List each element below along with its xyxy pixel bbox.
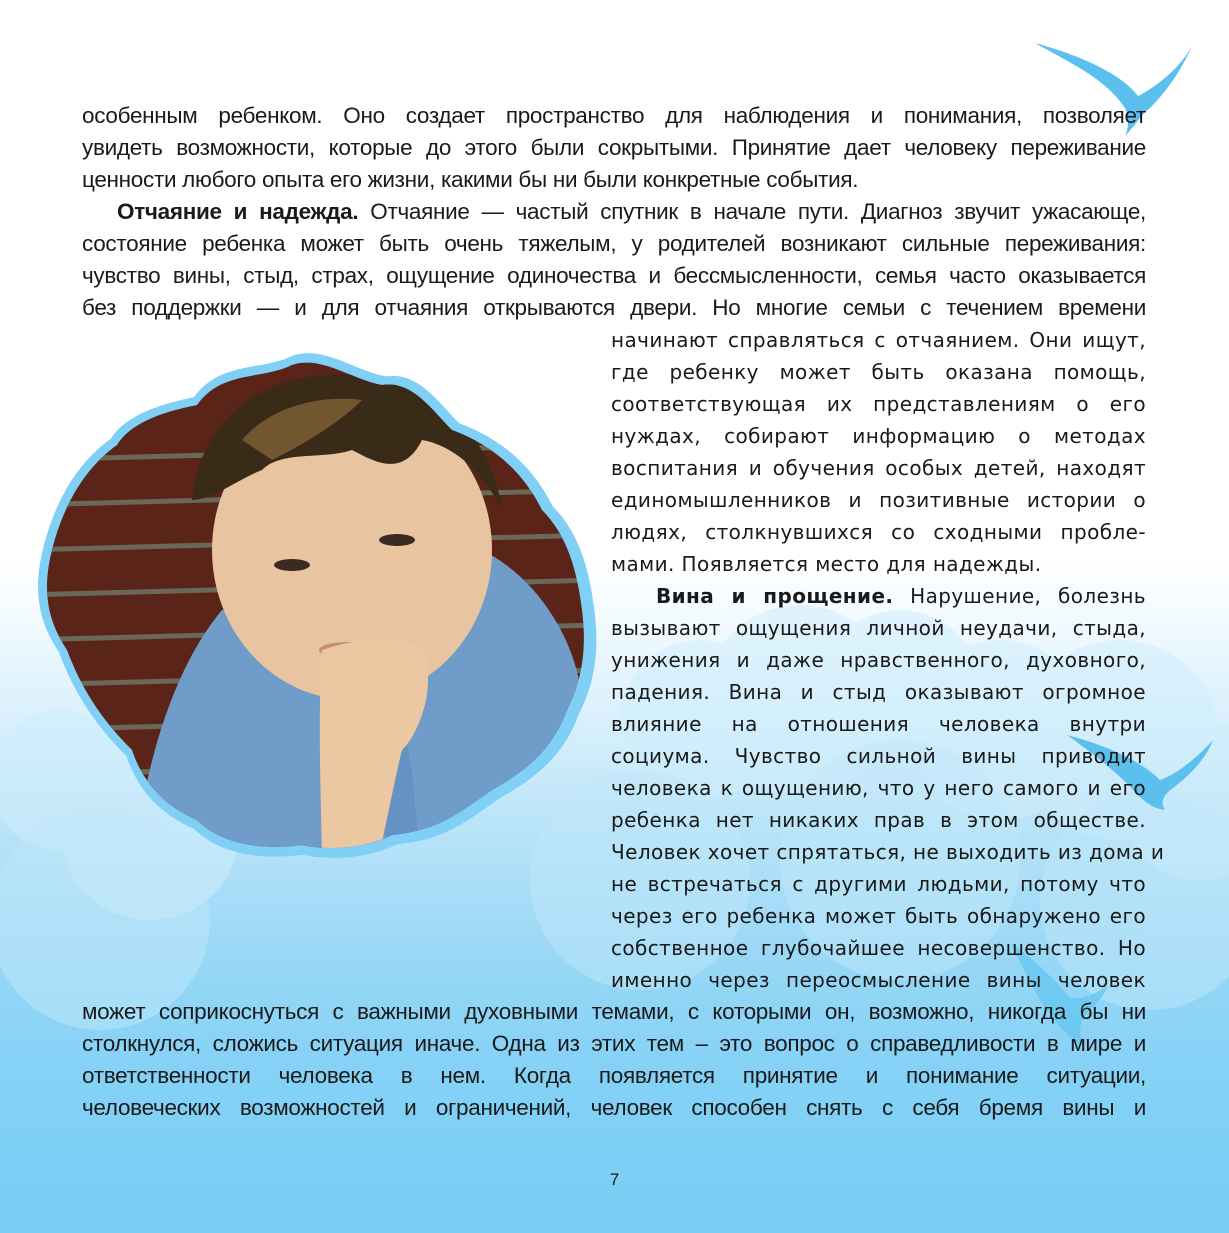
text-line: единомышленников и позитивные истории о [611,488,1146,512]
text-line: мами. Появляется место для надежды. [611,552,1042,576]
text-line: влияние на отношения человека внутри [611,712,1146,736]
section-heading-despair: Отчаяние и надежда. [117,199,359,224]
text-line: воспитания и обучения особых детей, находят [611,456,1146,480]
text-line: человека к ощущению, что у него самого и его [611,776,1146,800]
text-line: ребенка нет никаких прав в этом обществе. [611,808,1146,832]
text-line: чувство вины, стыд, страх, ощущение одиночества и бессмысленности, семья часто оказывается [82,263,1146,288]
text-line: падения. Вина и стыд оказывают огромное [611,680,1146,704]
page-number: 7 [609,1170,620,1189]
text-line: вызывают ощущения личной неудачи, стыда, [611,616,1146,640]
text-line: соответствующая их представлениям о его [611,392,1146,416]
text-line: унижения и даже нравственного, духовного, [611,648,1146,672]
boy-leaning-on-hand-photo [22,350,597,880]
text-span: Нарушение, болезнь [893,584,1146,608]
text-line: столкнулся, сложись ситуация иначе. Одна из этих тем – это вопрос о справедливости в мире и [82,1031,1146,1056]
text-line: начинают справляться с отчаянием. Они ищут, [611,328,1146,352]
section-first-line [611,580,1146,612]
text-line: где ребенку может быть оказана помощь, [611,360,1146,384]
text-span: Отчаяние — частый спутник в начале пути. Диагноз звучит ужасающе, [358,199,1146,224]
text-line: без поддержки — и для отчаяния открываются двери. Но многие семьи с течением времени [82,295,1146,320]
text-line: состояние ребенка может быть очень тяжелым, у родителей возникают сильные переживания: [82,231,1146,256]
section-first-line [82,196,1146,228]
text-line: может соприкоснуться с важными духовными темами, с которыми он, возможно, никогда бы ни [82,999,1146,1024]
text-line: особенным ребенком. Оно создает пространство для наблюдения и понимания, позволяет [82,103,1146,128]
text-line: человеческих возможностей и ограничений, человек способен снять с себя бремя вины и [82,1095,1146,1120]
text-line: собственное глубочайшее несовершенство. Но [611,936,1146,960]
text-line: ответственности человека в нем. Когда появляется принятие и понимание ситуации, [82,1063,1146,1088]
text-line: нуждах, собирают информацию о методах [611,424,1146,448]
text-line: увидеть возможности, которые до этого были сокрытыми. Принятие дает человеку переживание [82,135,1146,160]
text-line: людях, столкнувшихся со сходными пробле- [611,520,1146,544]
text-line: не встречаться с другими людьми, потому что [611,872,1146,896]
text-line: через его ребенка может быть обнаружено его [611,904,1146,928]
section-heading-guilt: Вина и прощение. [656,584,894,608]
text-line: ценности любого опыта его жизни, какими бы ни были конкретные события. [82,167,859,192]
text-line: социума. Чувство сильной вины приводит [611,744,1146,768]
text-line: именно через переосмысление вины человек [611,968,1146,992]
text-line: Человек хочет спрятаться, не выходить из дома и [611,840,1165,864]
